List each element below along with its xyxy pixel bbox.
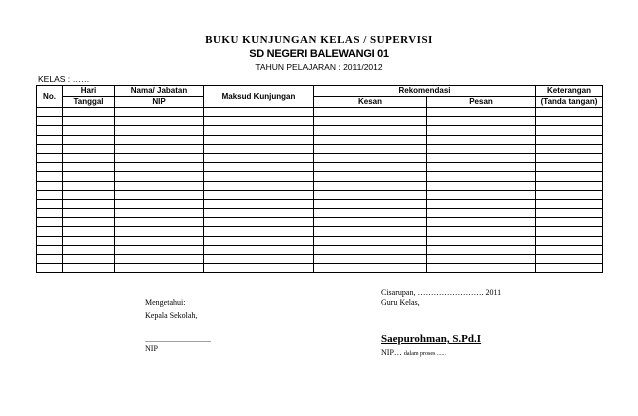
table-cell [204, 181, 314, 190]
table-cell [63, 117, 115, 126]
table-cell [37, 153, 63, 162]
table-cell [314, 117, 427, 126]
table-cell [314, 108, 427, 117]
table-cell [427, 126, 536, 135]
table-cell [115, 199, 204, 208]
table-row [37, 126, 603, 135]
table-cell [427, 199, 536, 208]
table-cell [63, 255, 115, 264]
table-cell [115, 218, 204, 227]
table-cell [37, 264, 63, 273]
table-cell [63, 209, 115, 218]
table-cell [63, 172, 115, 181]
school-year: TAHUN PELAJARAN : 2011/2012 [255, 62, 383, 72]
school-name: SD NEGERI BALEWANGI 01 [249, 48, 389, 60]
table-row [37, 153, 603, 162]
table-cell [204, 172, 314, 181]
table-cell [63, 264, 115, 273]
table-cell [536, 108, 603, 117]
table-cell [37, 255, 63, 264]
table-cell [536, 218, 603, 227]
table-cell [314, 135, 427, 144]
table-row [37, 209, 603, 218]
header-maksud: Maksud Kunjungan [204, 86, 314, 108]
table-cell [37, 190, 63, 199]
table-cell [427, 264, 536, 273]
table-cell [427, 218, 536, 227]
table-cell [115, 227, 204, 236]
table-row [37, 264, 603, 273]
guru-name: Saepurohman, S.Pd.I [381, 333, 482, 345]
guru-nip-note: dalam proses ...... [403, 351, 446, 357]
table-cell [115, 135, 204, 144]
table-cell [314, 199, 427, 208]
kepala-signature-line: ................................. [145, 335, 211, 344]
table-cell [37, 209, 63, 218]
table-cell [37, 163, 63, 172]
table-row [37, 255, 603, 264]
table-cell [115, 236, 204, 245]
table-cell [63, 218, 115, 227]
table-cell [37, 108, 63, 117]
table-cell [314, 209, 427, 218]
table-cell [115, 245, 204, 254]
table-cell [63, 144, 115, 153]
table-cell [204, 264, 314, 273]
table-body [37, 108, 603, 273]
header-hari: Hari [63, 86, 115, 97]
table-cell [427, 255, 536, 264]
table-cell [115, 190, 204, 199]
table-cell [204, 153, 314, 162]
table-cell [204, 135, 314, 144]
table-cell [314, 255, 427, 264]
table-cell [536, 199, 603, 208]
table-cell [37, 245, 63, 254]
guru-nip-label: NIP… [381, 348, 402, 357]
table-cell [115, 144, 204, 153]
header-keterangan: Keterangan [536, 86, 603, 97]
table-row [37, 108, 603, 117]
table-cell [63, 135, 115, 144]
kepala-nip: NIP [145, 344, 158, 353]
table-cell [63, 227, 115, 236]
table-cell [204, 126, 314, 135]
table-cell [427, 135, 536, 144]
table-cell [314, 144, 427, 153]
table-cell [427, 117, 536, 126]
table-cell [37, 172, 63, 181]
table-cell [37, 135, 63, 144]
table-cell [314, 126, 427, 135]
visit-table [36, 85, 603, 273]
guru-kelas-label: Guru Kelas, [381, 298, 420, 307]
kepala-sekolah-label: Kepala Sekolah, [145, 311, 198, 320]
table-cell [204, 108, 314, 117]
table-cell [204, 218, 314, 227]
table-cell [115, 163, 204, 172]
table-cell [63, 190, 115, 199]
table-cell [115, 108, 204, 117]
header-pesan: Pesan [427, 97, 536, 108]
header-tanggal: Tanggal [63, 97, 115, 108]
table-cell [536, 172, 603, 181]
table-cell [536, 255, 603, 264]
table-cell [427, 227, 536, 236]
table-row [37, 117, 603, 126]
table-cell [37, 236, 63, 245]
table-row [37, 245, 603, 254]
table-cell [204, 245, 314, 254]
table-cell [536, 117, 603, 126]
table-cell [314, 181, 427, 190]
table-cell [63, 126, 115, 135]
table-cell [427, 236, 536, 245]
table-cell [37, 181, 63, 190]
table-row [37, 144, 603, 153]
table-row [37, 199, 603, 208]
table-row [37, 163, 603, 172]
table-row [37, 227, 603, 236]
table-cell [427, 144, 536, 153]
header-rekomendasi: Rekomendasi [314, 86, 536, 97]
table-cell [37, 126, 63, 135]
table-cell [204, 144, 314, 153]
table-cell [63, 181, 115, 190]
table-cell [314, 236, 427, 245]
table-cell [63, 163, 115, 172]
table-row [37, 181, 603, 190]
header-no: No. [37, 86, 63, 108]
table-cell [204, 255, 314, 264]
table-cell [314, 264, 427, 273]
table-cell [536, 163, 603, 172]
class-label: KELAS : …… [38, 74, 90, 84]
table-cell [427, 209, 536, 218]
table-cell [204, 163, 314, 172]
table-cell [314, 172, 427, 181]
table-cell [115, 126, 204, 135]
table-cell [536, 264, 603, 273]
document-title: BUKU KUNJUNGAN KELAS / SUPERVISI [205, 34, 433, 46]
table-cell [37, 218, 63, 227]
table-cell [63, 108, 115, 117]
table-cell [204, 209, 314, 218]
table-cell [37, 144, 63, 153]
table-row [37, 236, 603, 245]
header-tanda-tangan: (Tanda tangan) [536, 97, 603, 108]
table-cell [314, 153, 427, 162]
table-cell [536, 227, 603, 236]
table-cell [427, 108, 536, 117]
table-cell [115, 209, 204, 218]
place-date: Cisarupan, ……………………. 2011 [381, 288, 502, 297]
table-cell [536, 153, 603, 162]
table-cell [115, 153, 204, 162]
table-cell [63, 199, 115, 208]
table-cell [536, 181, 603, 190]
table-cell [115, 172, 204, 181]
table-cell [314, 190, 427, 199]
table-cell [115, 117, 204, 126]
table-cell [204, 199, 314, 208]
table-cell [536, 236, 603, 245]
table-row [37, 190, 603, 199]
table-row [37, 172, 603, 181]
table-cell [427, 153, 536, 162]
table-cell [427, 163, 536, 172]
table-cell [63, 153, 115, 162]
table-cell [427, 172, 536, 181]
table-cell [427, 245, 536, 254]
table-cell [63, 245, 115, 254]
table-cell [314, 245, 427, 254]
table-cell [37, 227, 63, 236]
table-cell [63, 236, 115, 245]
header-nip: NIP [115, 97, 204, 108]
table-row [37, 218, 603, 227]
table-cell [204, 117, 314, 126]
table-cell [115, 264, 204, 273]
table-cell [204, 190, 314, 199]
table-row [37, 135, 603, 144]
table-cell [37, 117, 63, 126]
mengetahui-label: Mengetahui: [145, 298, 186, 307]
table-cell [427, 181, 536, 190]
table-cell [536, 209, 603, 218]
header-nama: Nama/ Jabatan [115, 86, 204, 97]
table-cell [314, 163, 427, 172]
table-cell [115, 181, 204, 190]
table-cell [204, 227, 314, 236]
table-cell [536, 245, 603, 254]
table-cell [314, 227, 427, 236]
table-cell [536, 144, 603, 153]
table-cell [37, 199, 63, 208]
table-cell [115, 255, 204, 264]
table-cell [536, 190, 603, 199]
guru-nip [381, 347, 446, 360]
table-cell [536, 126, 603, 135]
table-cell [314, 218, 427, 227]
header-kesan: Kesan [314, 97, 427, 108]
table-cell [204, 236, 314, 245]
table-cell [427, 190, 536, 199]
table-cell [536, 135, 603, 144]
